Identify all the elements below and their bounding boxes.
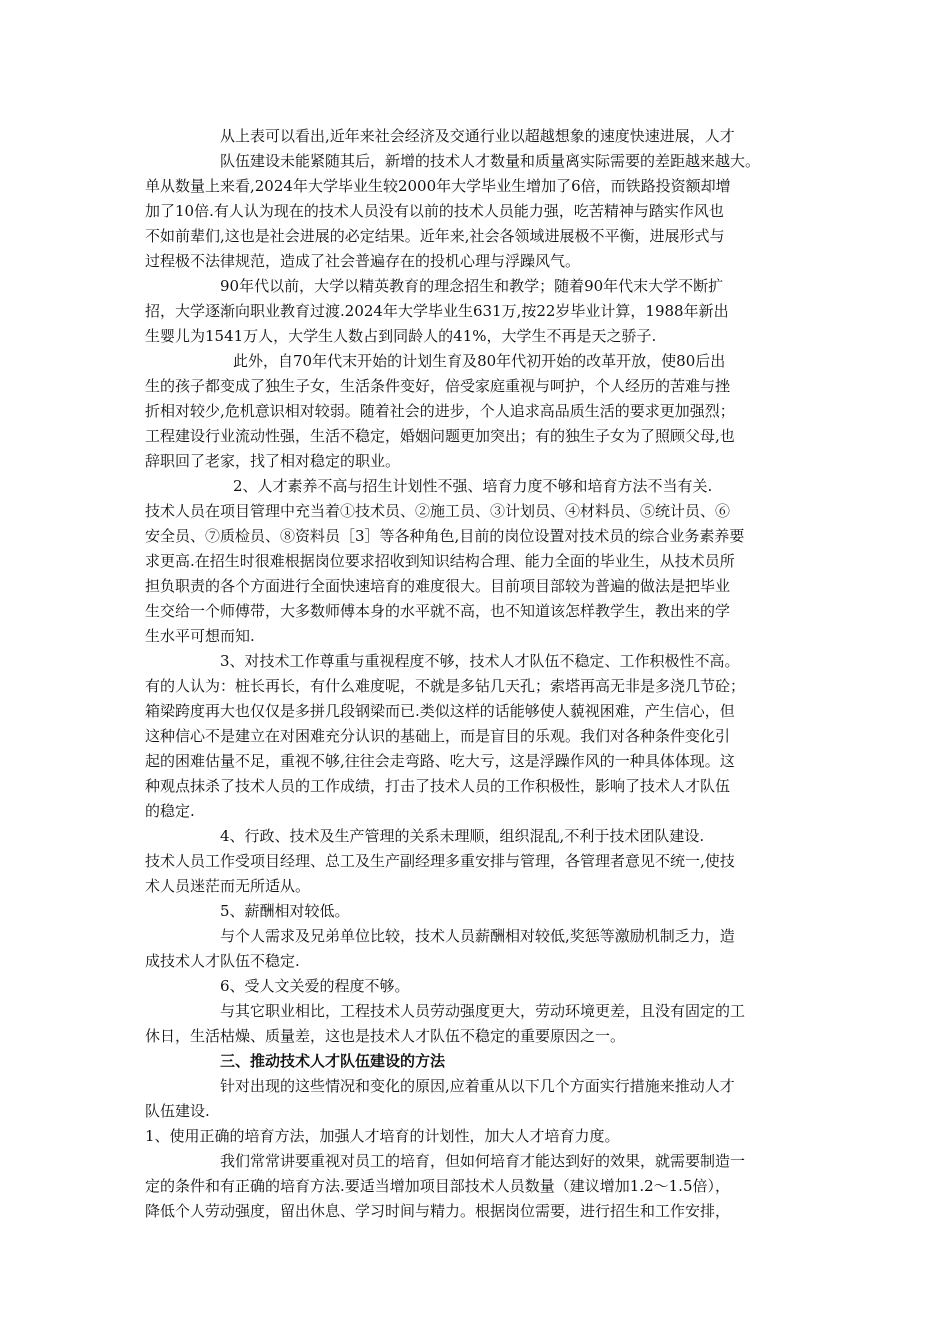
- text-line: 4、行政、技术及生产管理的关系未理顺，组织混乱,不利于技术团队建设.: [220, 827, 705, 845]
- text-line: 此外，自70年代末开始的计划生育及80年代初开始的改革开放，使80后出: [233, 352, 726, 370]
- text-line: 生水平可想而知.: [145, 627, 255, 645]
- text-line: 辞职回了老家，找了相对稳定的职业。: [145, 452, 401, 470]
- text-line: 队伍建设.: [145, 1102, 210, 1120]
- text-line: 休日，生活枯燥、质量差，这也是技术人才队伍不稳定的重要原因之一。: [145, 1027, 626, 1045]
- section-heading: 三、推动技术人才队伍建设的方法: [220, 1052, 446, 1070]
- text-line: 与其它职业相比，工程技术人员劳动强度更大，劳动环境更差，且没有固定的工: [220, 1002, 746, 1020]
- text-line: 生的孩子都变成了独生子女，生活条件变好，倍受家庭重视与呵护，个人经历的苦难与挫: [145, 377, 731, 395]
- text-line: 有的人认为：桩长再长，有什么难度呢，不就是多钻几天孔；索塔再高无非是多浇几节砼；: [145, 677, 746, 695]
- text-line: 与个人需求及兄弟单位比较，技术人员薪酬相对较低,奖惩等激励机制乏力，造: [220, 927, 735, 945]
- text-line: 求更高.在招生时很难根据岗位要求招收到知识结构合理、能力全面的毕业生，从技术员所: [145, 552, 735, 570]
- text-line: 3、对技术工作尊重与重视程度不够，技术人才队伍不稳定、工作积极性不高。: [220, 652, 740, 670]
- text-line: 6、受人文关爱的程度不够。: [220, 977, 410, 995]
- text-line: 担负职责的各个方面进行全面快速培育的难度很大。目前项目部较为普遍的做法是把毕业: [145, 577, 731, 595]
- text-line: 的稳定.: [145, 802, 195, 820]
- text-line: 生交给一个师傅带，大多数师傅本身的水平就不高，也不知道该怎样教学生，教出来的学: [145, 602, 731, 620]
- text-line: 单从数量上来看,2024年大学毕业生较2000年大学毕业生增加了6倍，而铁路投资额却增: [145, 177, 731, 195]
- text-line: 生婴儿为1541万人，大学生人数占到同龄人的41%，大学生不再是天之骄子.: [145, 327, 657, 345]
- text-line: 90年代以前，大学以精英教育的理念招生和教学；随着90年代末大学不断扩: [220, 277, 724, 295]
- text-line: 箱梁跨度再大也仅仅是多拼几段钢梁而已.类似这样的话能够使人藐视困难，产生信心，但: [145, 702, 735, 720]
- text-line: 5、薪酬相对较低。: [220, 902, 350, 920]
- text-line: 技术人员工作受项目经理、总工及生产副经理多重安排与管理，各管理者意见不统一,使技: [145, 852, 735, 870]
- text-line: 种观点抹杀了技术人员的工作成绩，打击了技术人员的工作积极性，影响了技术人才队伍: [145, 777, 731, 795]
- text-line: 2、人才素养不高与招生计划性不强、培育力度不够和培育方法不当有关.: [233, 477, 713, 495]
- text-line: 过程极不法律规范，造成了社会普遍存在的投机心理与浮躁风气。: [145, 252, 581, 270]
- text-line: 不如前辈们,这也是社会进展的必定结果。近年来,社会各领域进展极不平衡，进展形式与: [145, 227, 725, 245]
- text-line: 安全员、⑦质检员、⑧资料员［3］等各种角色,目前的岗位设置对技术员的综合业务素养要: [145, 527, 745, 545]
- text-line: 术人员迷茫而无所适从。: [145, 877, 311, 895]
- text-line: 我们常常讲要重视对员工的培育，但如何培育才能达到好的效果，就需要制造一: [220, 1152, 746, 1170]
- text-line: 加了10倍.有人认为现在的技术人员没有以前的技术人员能力强，吃苦精神与踏实作风也: [145, 202, 724, 220]
- text-line: 招，大学逐渐向职业教育过渡.2024年大学毕业生631万,按22岁毕业计算，1988年新出: [145, 302, 729, 320]
- text-line: 工程建设行业流动性强，生活不稳定，婚姻问题更加突出；有的独生子女为了照顾父母,也: [145, 427, 735, 445]
- text-line: 队伍建设未能紧随其后，新增的技术人才数量和质量离实际需要的差距越来越大。: [220, 152, 761, 170]
- text-line: 成技术人才队伍不稳定.: [145, 952, 300, 970]
- text-line: 折相对较少,危机意识相对较弱。随着社会的进步，个人追求高品质生活的要求更加强烈；: [145, 402, 735, 420]
- text-line: 1、使用正确的培育方法，加强人才培育的计划性，加大人才培育力度。: [145, 1127, 620, 1145]
- text-line: 从上表可以看出,近年来社会经济及交通行业以超越想象的速度快速进展，人才: [220, 127, 735, 145]
- text-line: 降低个人劳动强度，留出休息、学习时间与精力。根据岗位需要，进行招生和工作安排，: [145, 1202, 731, 1220]
- text-line: 起的困难估量不足，重视不够,往往会走弯路、吃大亏，这是浮躁作风的一种具体体现。这: [145, 752, 735, 770]
- text-line: 这种信心不是建立在对困难充分认识的基础上，而是盲目的乐观。我们对各种条件变化引: [145, 727, 731, 745]
- text-line: 针对出现的这些情况和变化的原因,应着重从以下几个方面实行措施来推动人才: [220, 1077, 735, 1095]
- text-line: 定的条件和有正确的培育方法.要适当增加项目部技术人员数量（建议增加1.2～1.5倍），: [145, 1177, 730, 1195]
- text-line: 技术人员在项目管理中充当着①技术员、②施工员、③计划员、④材料员、⑤统计员、⑥: [145, 502, 731, 520]
- document-body: [145, 124, 805, 1224]
